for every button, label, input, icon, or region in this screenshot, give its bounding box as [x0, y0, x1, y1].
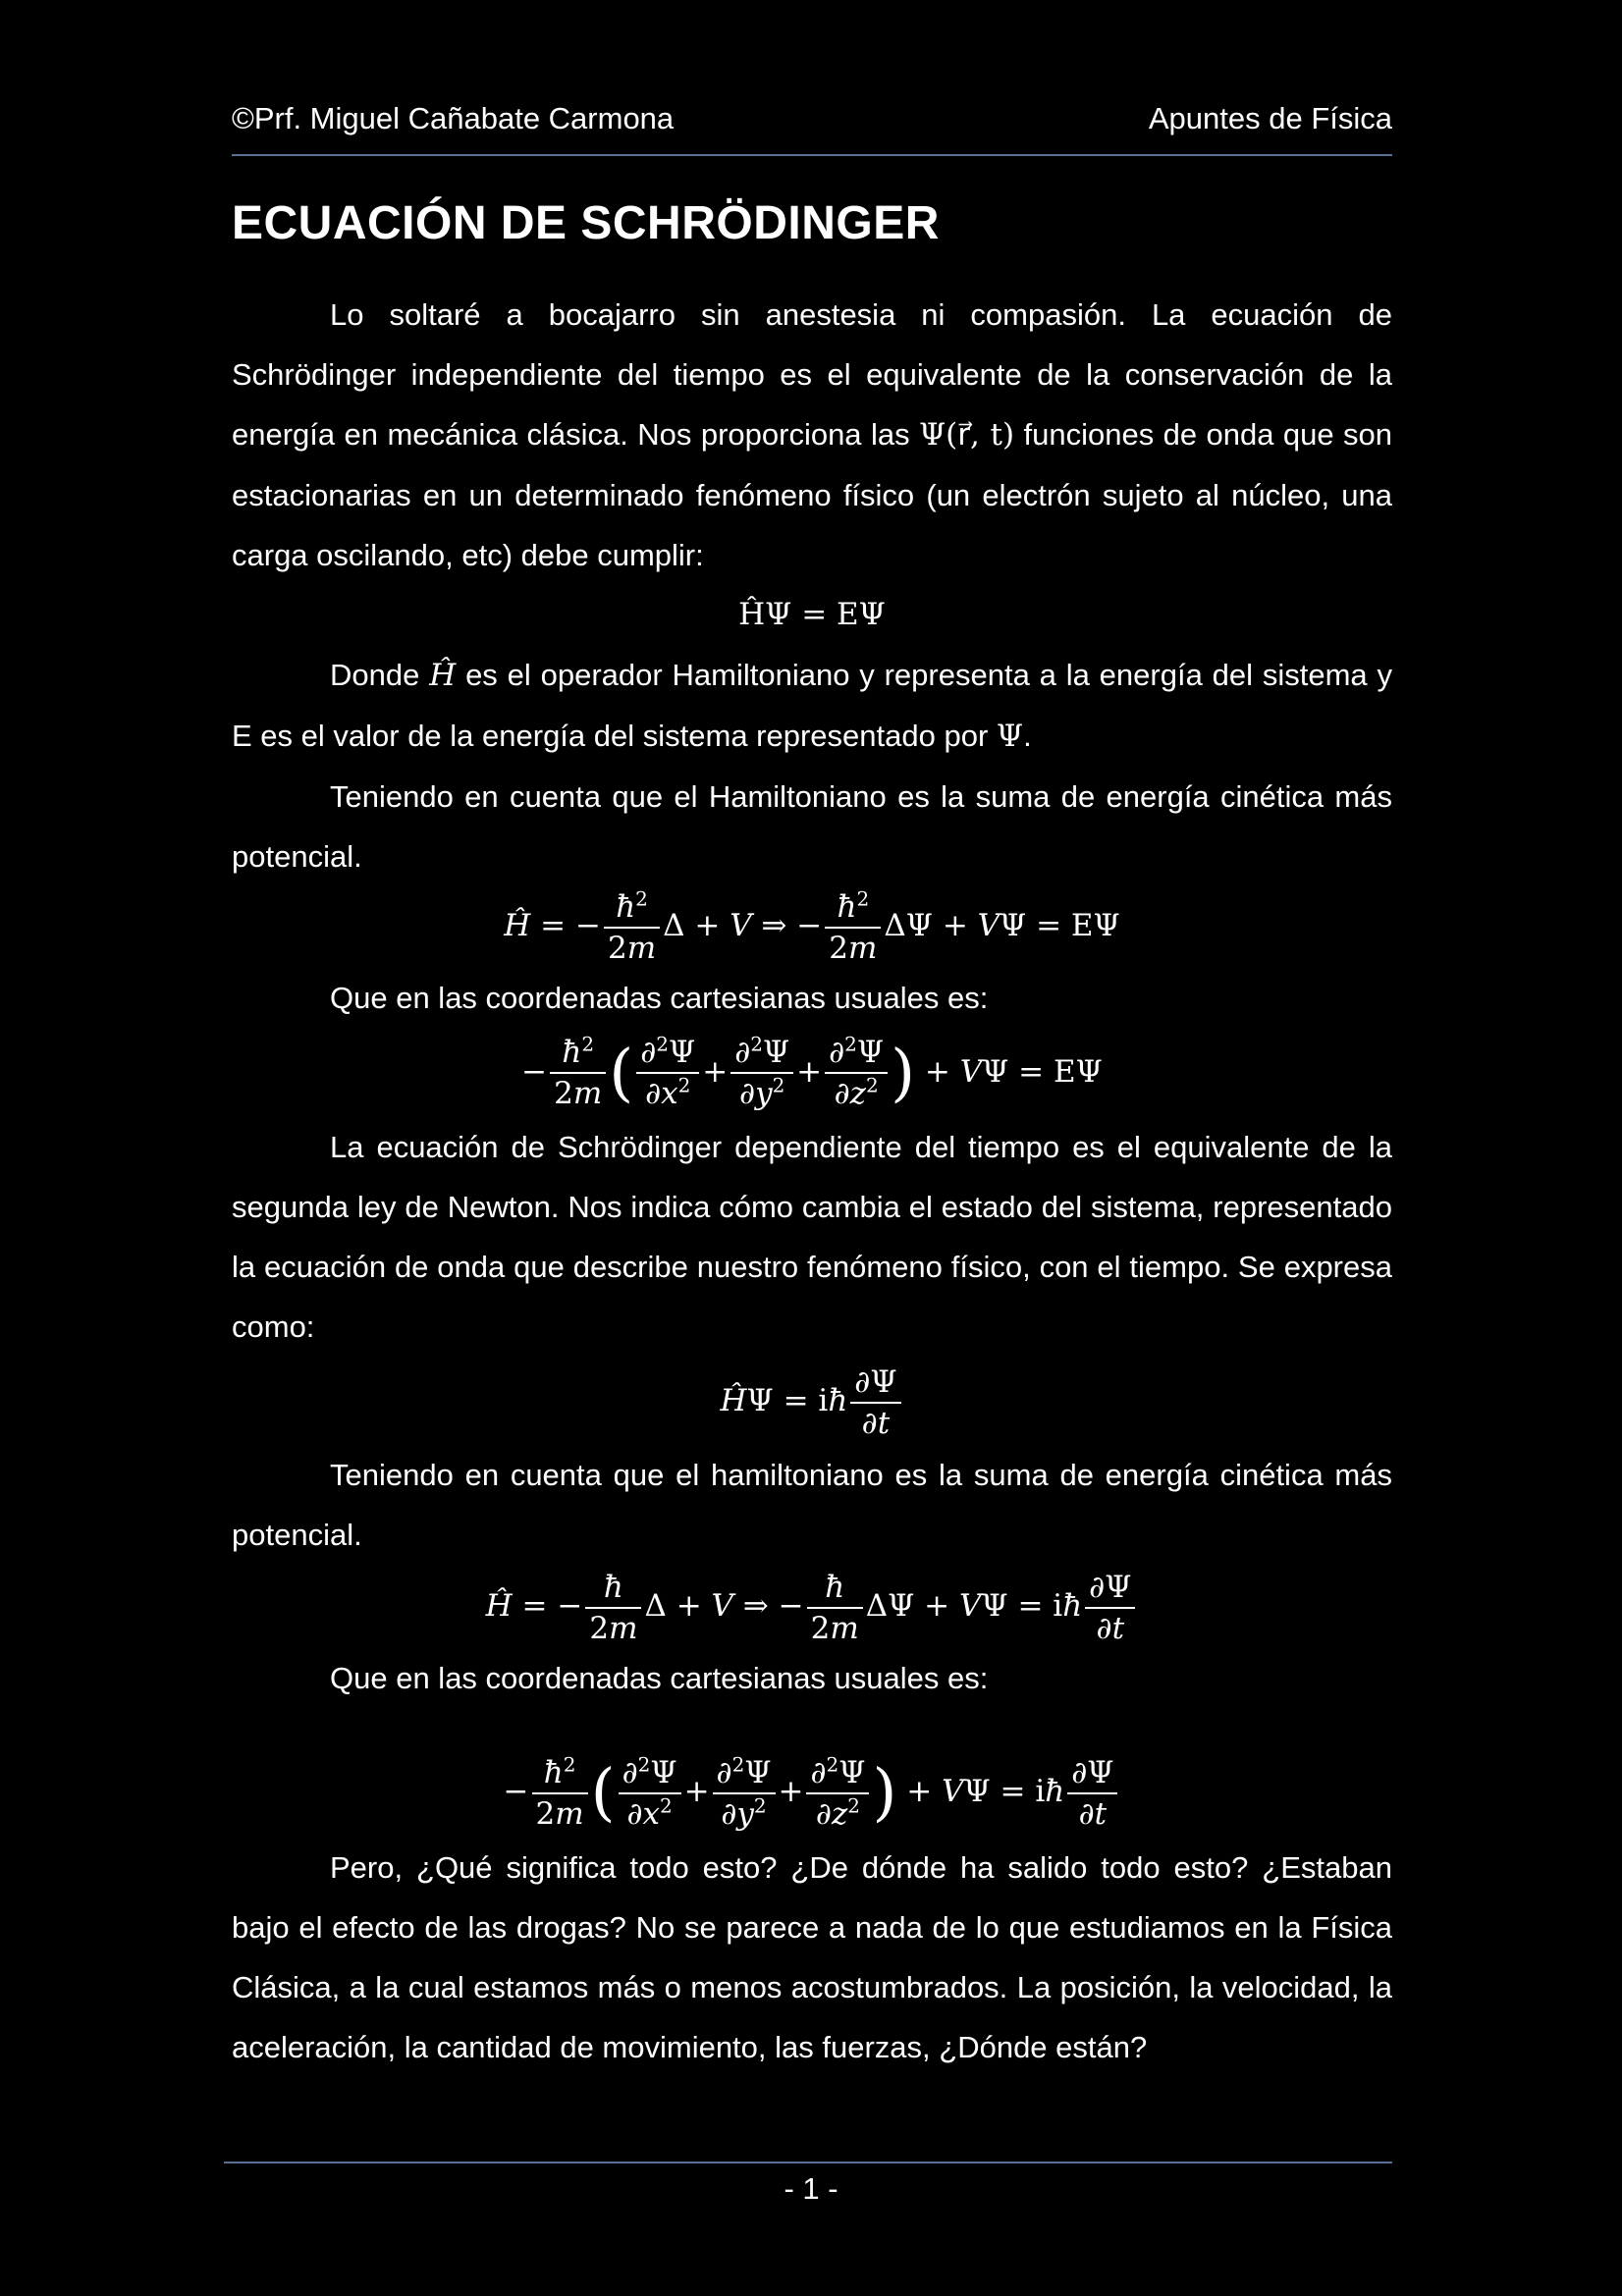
- document-body: [232, 285, 1392, 2077]
- header-author: ©Prf. Miguel Cañabate Carmona: [232, 101, 675, 135]
- paragraph-8: Pero, ¿Qué significa todo esto? ¿De dónde ha salido todo esto? ¿Estaban bajo el efecto de las drogas? No se parece a nada de lo que estudiamos en la Física Clásica, a la cual estamos más o menos acostumbrados. La posición, la velocidad, la aceleración, la cantidad de movimiento, las fuerzas, ¿Dónde están?: [232, 1849, 1392, 2064]
- equation-time-dependent: ĤΨ = iħ $\frac{\partial\Psi}{\partial t}$: [232, 1357, 1392, 1445]
- page-header: [232, 94, 1392, 143]
- equation-time-independent: ĤΨ = EΨ: [738, 597, 886, 632]
- header-rule: [232, 154, 1392, 156]
- paragraph-7: Que en las coordenadas cartesianas usuales es:: [330, 1661, 989, 1695]
- equation-hamiltonian-laplacian: Ĥ = − $\frac{ħ^2}{2m}$ Δ + V ⇒ − $\frac{ħ^2}{2m}$ ΔΨ + VΨ = EΨ: [504, 886, 1120, 966]
- paragraph-2: Donde Ĥ es el operador Hamiltoniano y representa a la energía del sistema y E es el valor de la energía del sistema representado por Ψ.: [232, 658, 1392, 754]
- equation-cartesian-time-dependent: − $\frac{ħ^2}{2m}$ ( $\frac{\partial^2\Psi}{\partial x^2}$ + $\frac{\partial^2\Psi}{\partial y^2}$ + $\frac{\partial^2\Psi}{\partial z^2}$ ) + VΨ = iħ $\frac{\partial\Psi}{\partial t}$: [232, 1747, 1392, 1838]
- page-title: ECUACIÓN DE SCHRÖDINGER: [232, 197, 940, 249]
- paragraph-6: Teniendo en cuenta que el hamiltoniano es la suma de energía cinética más potencial.: [232, 1458, 1392, 1552]
- paragraph-5: La ecuación de Schrödinger dependiente del tiempo es el equivalente de la segunda ley de Newton. Nos indica cómo cambia el estado del sistema, representado la ecuación de onda que describe nuestro fenómeno físico, con el tiempo. Se expresa como:: [232, 1130, 1392, 1344]
- paragraph-4: Que en las coordenadas cartesianas usuales es:: [330, 980, 989, 1015]
- wavefunction-inline: Ψ(r⃗, t): [919, 417, 1015, 453]
- equation-cartesian-stationary: − $\frac{ħ^2}{2m}$ ( $\frac{\partial^2\Psi}{\partial x^2}$ + $\frac{\partial^2\Psi}{\partial y^2}$ + $\frac{\partial^2\Psi}{\partial z^2}$ ) + VΨ = EΨ: [521, 1032, 1103, 1111]
- paragraph-1: Lo soltaré a bocajarro sin anestesia ni compasión. La ecuación de Schrödinger independiente del tiempo es el equivalente de la conservación de la energía en mecánica clásica. Nos proporciona las Ψ(r⃗, t) funciones de onda que son estacionarias en un determinado fenómeno físico (un electrón sujeto al núcleo, una carga oscilando, etc) debe cumplir:: [232, 297, 1392, 572]
- paragraph-3: Teniendo en cuenta que el Hamiltoniano es la suma de energía cinética más potencial.: [232, 779, 1392, 874]
- equation-hamiltonian-time-dependent: Ĥ = − $\frac{ħ}{2m}$ Δ + V ⇒ − $\frac{ħ}{2m}$ ΔΨ + VΨ = iħ $\frac{\partial\Psi}{\partial t}$: [232, 1565, 1392, 1648]
- header-subject: Apuntes de Física: [1148, 101, 1392, 135]
- hamiltonian-inline: Ĥ: [429, 658, 457, 693]
- page-number: - 1 -: [784, 2171, 838, 2206]
- footer-rule: [224, 2162, 1392, 2163]
